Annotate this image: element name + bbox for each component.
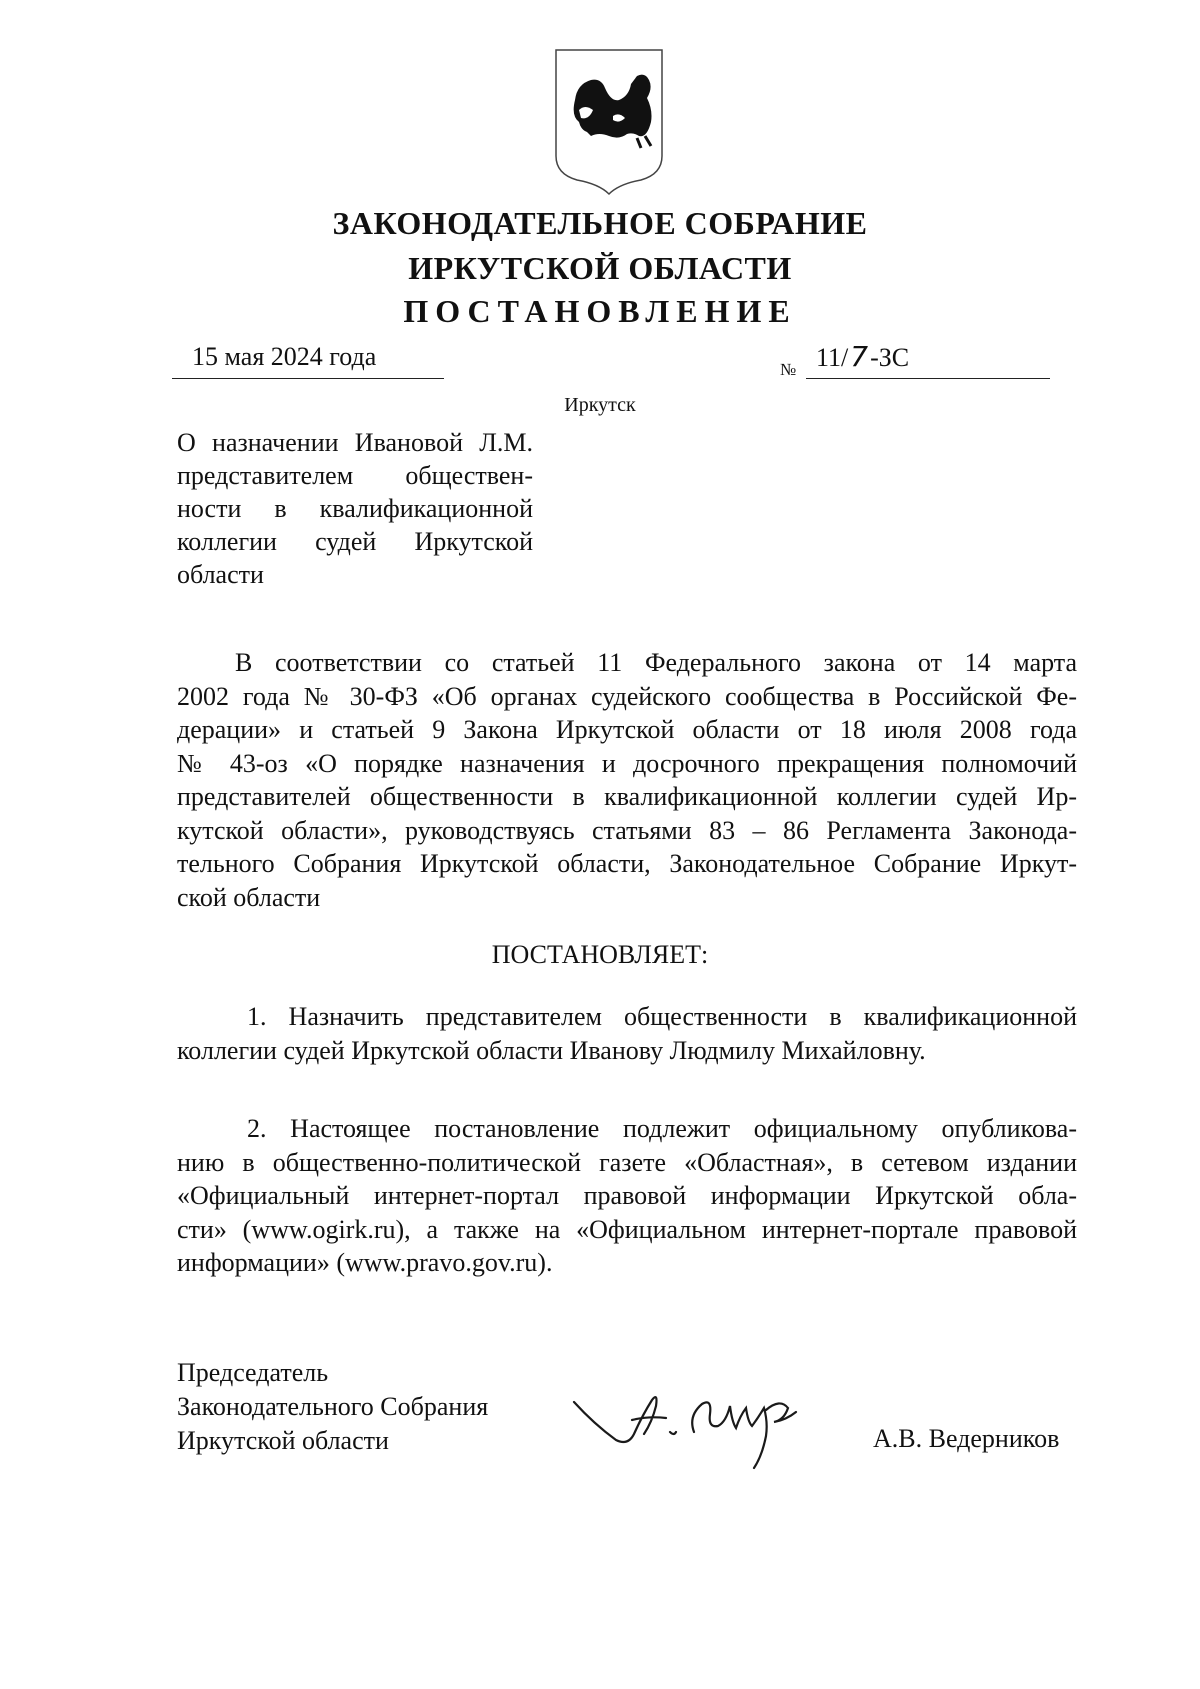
doc-type: ПОСТАНОВЛЕНИЕ [403,293,797,329]
item-1 [177,1000,1077,1067]
signer-role-line: Иркутской области [177,1426,389,1455]
doc-number [816,340,909,375]
preamble-line: тельного Собрания Иркутской области, Законодательное Собрание Иркут- [177,849,1077,878]
item-line: информации» (www.pravo.gov.ru). [177,1248,553,1277]
subject-line: ности в квалификационной [177,494,533,523]
signer-name: А.В. Ведерников [873,1424,1060,1453]
number-label: № [780,360,797,379]
item-line: 2. Настоящее постановление подлежит официальному опубликова- [247,1114,1077,1143]
date-field [172,340,444,379]
handwritten-signature-icon [570,1376,850,1472]
preamble-line: № 43-оз «О порядке назначения и досрочного прекращения полномочий [177,748,1077,778]
number-field [806,340,1050,379]
doc-number-suffix: -ЗС [870,343,910,372]
preamble-line: дерации» и статьей 9 Закона Иркутской области от 18 июля 2008 года [177,715,1077,744]
doc-number-prefix: 11/ [816,343,849,372]
doc-date: 15 мая 2024 года [192,342,377,371]
resolves-heading: ПОСТАНОВЛЯЕТ: [491,940,709,969]
subject-line: коллегии судей Иркутской [177,527,533,556]
item-2 [177,1112,1077,1280]
item-line: сти» (www.ogirk.ru), а также на «Официальном интернет-портале правовой [177,1214,1077,1244]
item-line: 1. Назначить представителем общественности в квалификационной [247,1002,1077,1031]
org-title: ЗАКОНОДАТЕЛЬНОЕ СОБРАНИЕ [332,205,868,241]
subject [177,426,533,591]
irkutsk-coat-of-arms-icon [553,48,665,196]
preamble [177,646,1077,914]
signer-role [177,1356,488,1458]
subject-line: О назначении Ивановой Л.М. [177,428,533,457]
preamble-line: В соответствии со статьей 11 Федерального закона от 14 марта [235,648,1077,677]
preamble-line: представителей общественности в квалификационной коллегии судей Ир- [177,782,1077,811]
doc-number-handwritten: 7 [850,340,869,373]
subject-line: представителем обществен- [177,461,533,490]
preamble-line: 2002 года № 30-ФЗ «Об органах судейского сообщества в Российской Фе- [177,681,1077,711]
subject-line: области [177,560,264,589]
item-line: коллегии судей Иркутской области Иванову Людмилу Михайловну. [177,1035,926,1065]
preamble-line: ской области [177,882,321,912]
org-region: ИРКУТСКОЙ ОБЛАСТИ [408,250,792,286]
item-line: нию в общественно-политической газете «Областная», в сетевом издании [177,1147,1077,1177]
signer-role-line: Законодательного Собрания [177,1392,489,1421]
signer-role-line: Председатель [177,1358,329,1387]
item-line: «Официальный интернет-портал правовой информации Иркутской обла- [177,1181,1077,1210]
preamble-line: кутской области», руководствуясь статьями 83 – 86 Регламента Законода- [177,815,1077,845]
city: Иркутск [564,394,636,416]
